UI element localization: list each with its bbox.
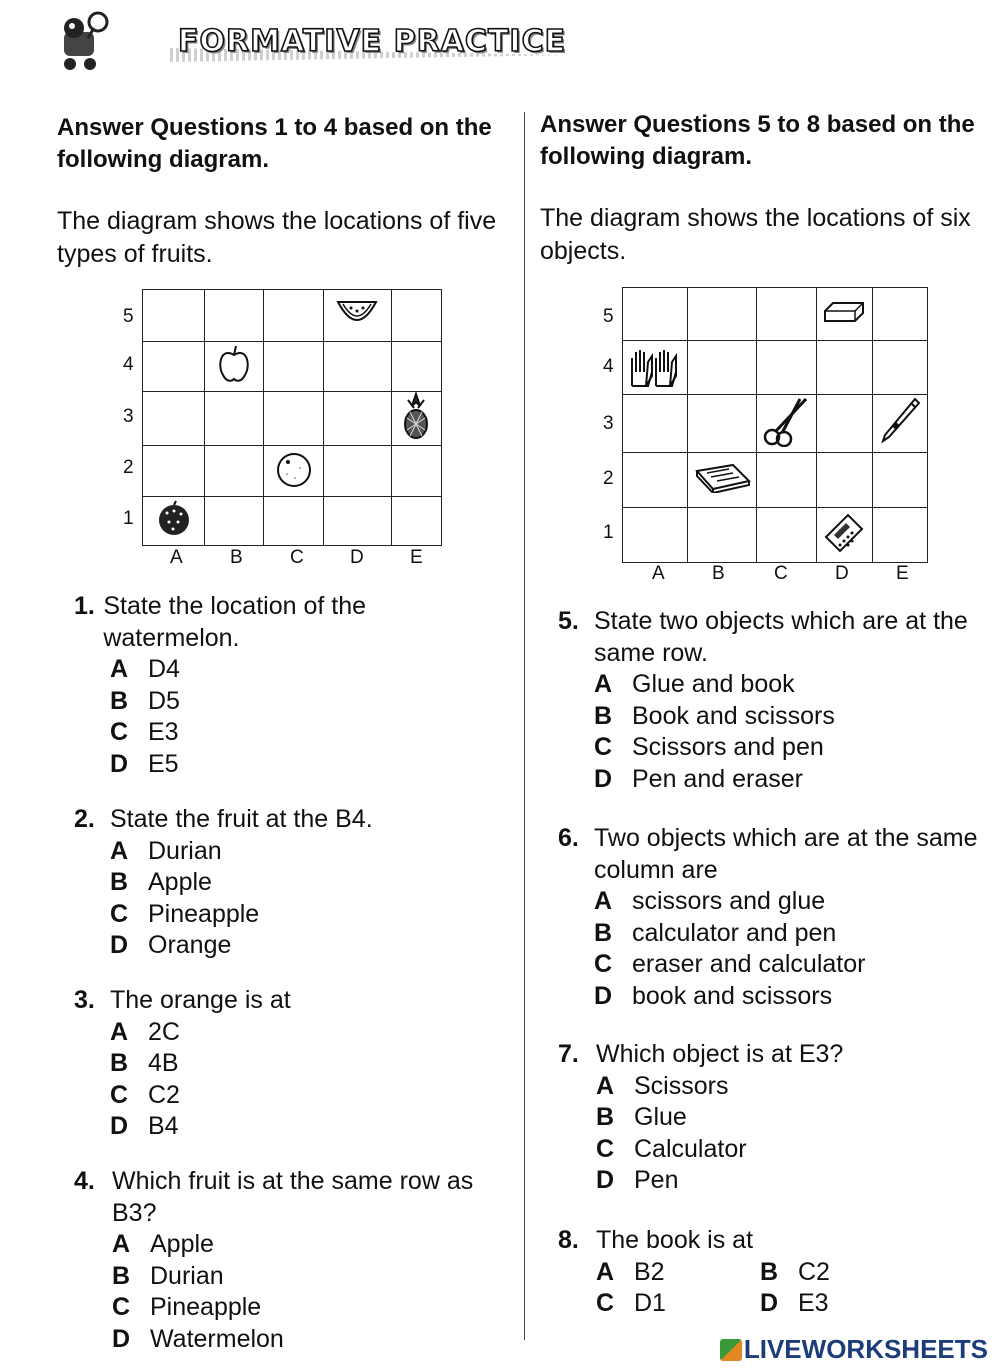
option-a[interactable]: A Glue and book [594, 670, 795, 698]
question-number: 8. [558, 1226, 579, 1254]
object-grid [622, 287, 928, 563]
option-b[interactable]: B Apple [110, 868, 212, 896]
fruit-grid [142, 289, 442, 546]
eraser-icon [821, 301, 867, 323]
grid-cell-c2 [264, 446, 323, 497]
option-b[interactable]: B calculator and pen [594, 918, 837, 947]
col-label: B [712, 563, 725, 584]
option-d[interactable]: D Pen and eraser [594, 764, 803, 793]
question-6 [558, 823, 978, 1012]
grid-cell-e3 [391, 392, 441, 446]
scissors-icon [762, 395, 812, 447]
page-header [50, 10, 570, 72]
right-intro: The diagram shows the locations of six objects. [540, 204, 971, 265]
grid-cell-d5 [323, 290, 391, 342]
question-number: 4. [74, 1167, 95, 1195]
option-b[interactable]: B 4B [110, 1049, 179, 1077]
option-d[interactable]: D E5 [110, 749, 179, 778]
option-a[interactable]: A Durian [110, 836, 222, 865]
left-intro: The diagram shows the locations of five types of fruits. [57, 207, 497, 268]
row-label: 1 [123, 508, 134, 529]
row-label: 4 [603, 356, 614, 377]
col-label: D [350, 547, 364, 568]
grid-cell-b2 [687, 453, 756, 508]
col-label: B [230, 547, 243, 568]
column-divider [524, 112, 525, 1340]
option-a[interactable]: A Scissors [596, 1071, 729, 1100]
question-text: The orange is at [110, 986, 291, 1014]
question-8 [558, 1225, 978, 1320]
option-d[interactable]: D Orange [110, 931, 232, 959]
grid-cell-a1 [143, 497, 205, 546]
row-label: 5 [123, 306, 134, 327]
question-number: 5. [558, 607, 579, 635]
row-label: 2 [603, 468, 614, 489]
option-d[interactable]: D book and scissors [594, 981, 833, 1010]
calculator-icon [822, 511, 866, 555]
grid-cell-e3 [872, 395, 927, 453]
liveworksheets-logo-icon [720, 1339, 742, 1361]
option-a[interactable]: A scissors and glue [594, 887, 826, 915]
question-7 [558, 1039, 978, 1197]
option-a[interactable]: A Apple [112, 1230, 214, 1258]
question-number: 1. [74, 592, 95, 620]
option-c[interactable]: C eraser and calculator [594, 950, 866, 978]
option-b[interactable]: B D5 [110, 686, 180, 715]
option-a[interactable]: A B2 [596, 1257, 665, 1286]
row-label: 1 [603, 522, 614, 543]
col-label: D [835, 563, 849, 584]
question-text: State two objects which are at the same row. [594, 607, 968, 667]
col-label: A [652, 563, 665, 584]
question-text: State the location of the watermelon. [103, 592, 367, 652]
grid-cell-b4 [205, 342, 264, 392]
col-label: E [410, 547, 423, 568]
glove-icon [628, 342, 682, 388]
question-4 [74, 1166, 494, 1355]
col-label: A [170, 547, 183, 568]
row-label: 3 [603, 413, 614, 434]
durian-icon [154, 500, 194, 538]
orange-icon [275, 450, 313, 488]
pen-icon [877, 395, 923, 447]
col-label: E [896, 563, 909, 584]
question-number: 3. [74, 986, 95, 1014]
row-label: 3 [123, 406, 134, 427]
pineapple-icon [400, 392, 432, 440]
question-1 [74, 591, 434, 780]
option-b[interactable]: B Durian [112, 1261, 224, 1290]
option-c[interactable]: C D1 [596, 1289, 666, 1317]
question-text: State the fruit at the B4. [110, 805, 373, 833]
col-label: C [290, 547, 304, 568]
liveworksheets-watermark[interactable]: LIVEWORKSHEETS [720, 1334, 988, 1365]
col-label: C [774, 563, 788, 584]
grid-cell-a4 [623, 341, 688, 395]
question-text: Which fruit is at the same row as B3? [112, 1167, 474, 1227]
option-c[interactable]: C Pineapple [112, 1293, 262, 1321]
apple-icon [215, 343, 253, 385]
question-text: Two objects which are at the same column are [594, 824, 978, 884]
question-number: 6. [558, 824, 579, 852]
left-heading: Answer Questions 1 to 4 based on the following diagram. [57, 114, 492, 173]
question-5 [558, 606, 978, 795]
grid-cell-d5 [817, 288, 872, 341]
option-d[interactable]: D E3 [760, 1289, 829, 1317]
option-b[interactable]: B Book and scissors [594, 701, 835, 730]
robot-mascot-icon [50, 10, 120, 72]
option-c[interactable]: C Scissors and pen [594, 733, 824, 761]
option-d[interactable]: D Watermelon [112, 1324, 284, 1353]
option-d[interactable]: D Pen [596, 1166, 679, 1194]
question-3 [74, 985, 494, 1143]
option-d[interactable]: D B4 [110, 1112, 179, 1140]
page-title: FORMATIVE PRACTICE [178, 24, 567, 59]
option-a[interactable]: A 2C [110, 1017, 180, 1046]
option-c[interactable]: C Pineapple [110, 899, 260, 928]
option-b[interactable]: B Glue [596, 1103, 687, 1131]
option-b[interactable]: B C2 [760, 1257, 830, 1286]
grid-cell-d1 [817, 508, 872, 563]
question-text: The book is at [596, 1226, 754, 1254]
right-heading: Answer Questions 5 to 8 based on the following diagram. [540, 111, 975, 170]
question-text: Which object is at E3? [596, 1040, 844, 1068]
row-label: 4 [123, 354, 134, 375]
question-2 [74, 804, 494, 962]
row-label: 2 [123, 457, 134, 478]
option-c[interactable]: C C2 [110, 1080, 180, 1109]
watermelon-icon [335, 298, 379, 328]
row-label: 5 [603, 306, 614, 327]
option-a[interactable]: A D4 [110, 655, 180, 683]
grid-cell-c3 [757, 395, 817, 453]
book-icon [693, 463, 751, 493]
question-number: 2. [74, 805, 95, 833]
option-c[interactable]: C Calculator [596, 1134, 747, 1163]
question-number: 7. [558, 1040, 579, 1068]
option-c[interactable]: C E3 [110, 718, 179, 746]
